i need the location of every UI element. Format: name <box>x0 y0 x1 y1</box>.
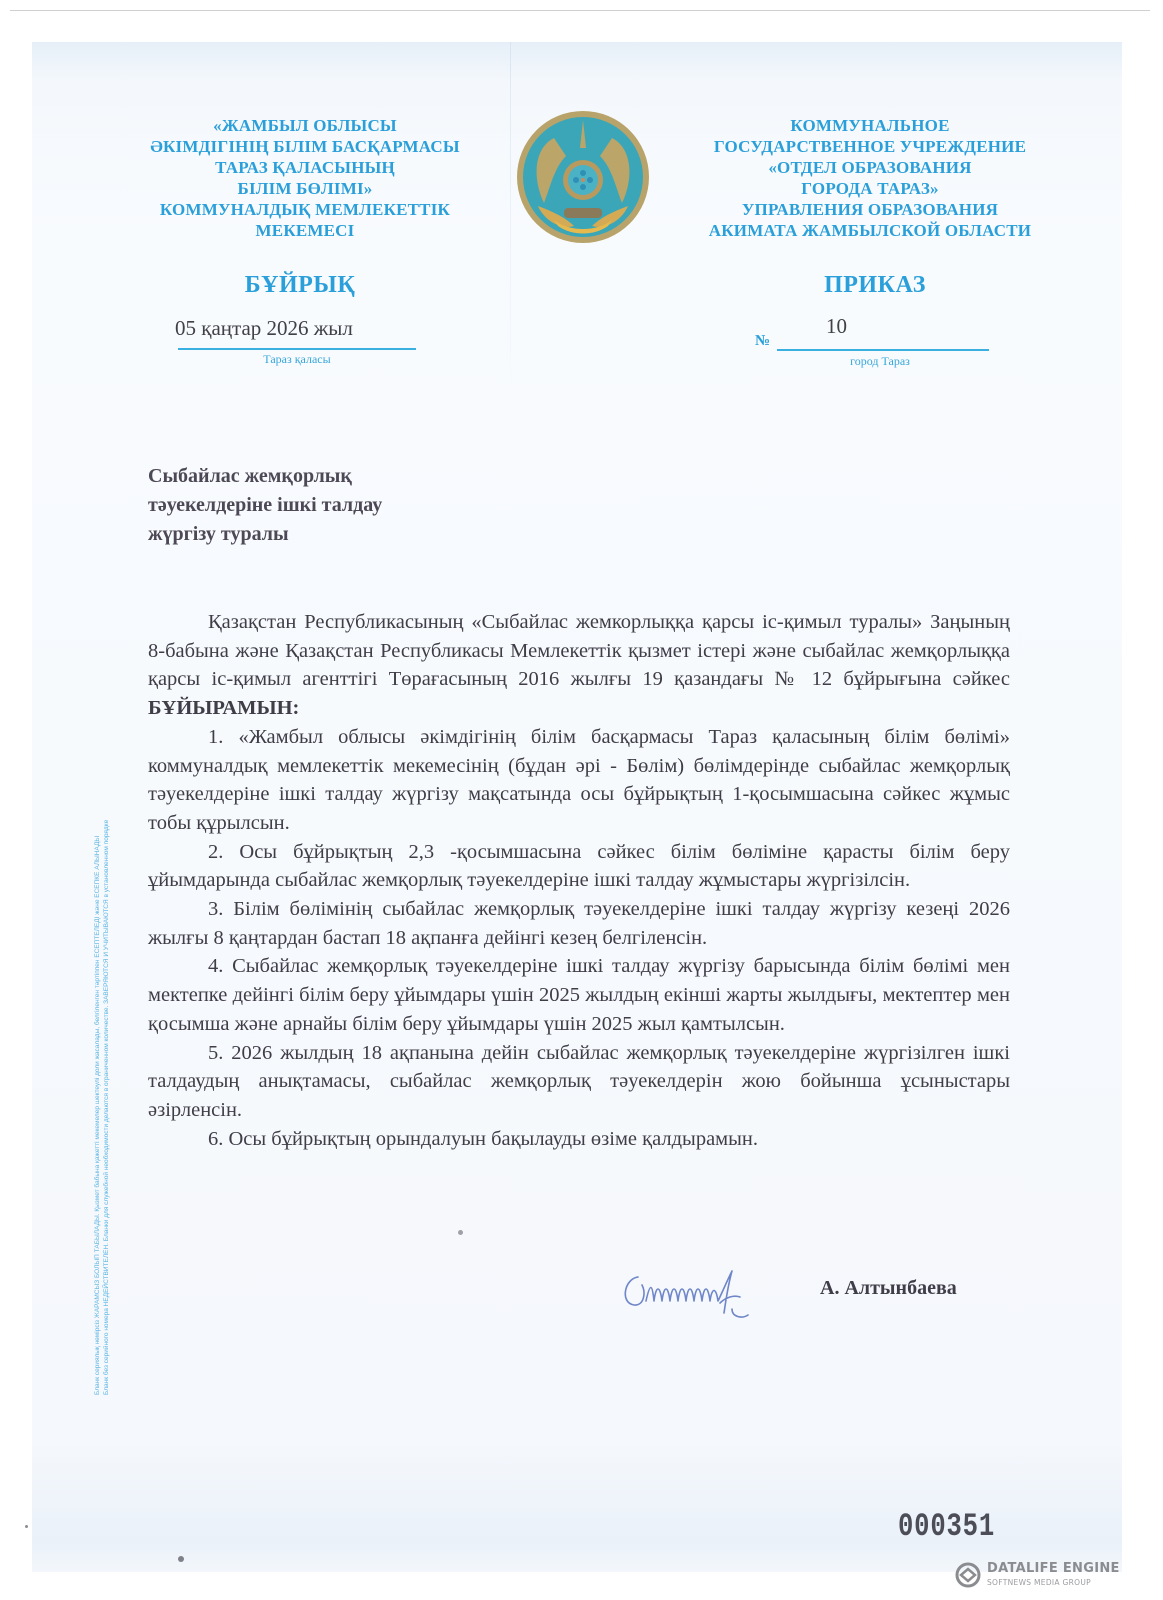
signer-name: А. Алтынбаева <box>820 1277 957 1299</box>
order-item: 4. Сыбайлас жемқорлық тәуекелдеріне ішкі талдау жүргізу барысында білім бөлімі мен мектепке дейінгі білім беру ұйымдары үшін 2025 жылдың екінші жарты жылдығы, мектептер мен қосымша және арнайы білім беру ұйымдары үшін 2025 жыл қамтылсын. <box>148 955 1010 1035</box>
preamble-paragraph <box>148 608 1010 723</box>
organization-name-ru <box>680 115 1060 241</box>
order-title-ru: ПРИКАЗ <box>824 272 926 298</box>
scan-speck <box>178 1556 184 1562</box>
blank-serial-number: 000351 <box>898 1508 995 1545</box>
date-underline <box>178 348 416 350</box>
order-item: 3. Білім бөлімінің сыбайлас жемқорлық тәуекелдеріне ішкі талдау жүргізу кезеңі 2026 жылғы 8 қаңтардан бастап 18 ақпанға дейінгі кезең белгіленсін. <box>148 898 1010 949</box>
subject-line: жүргізу туралы <box>148 523 289 545</box>
order-body <box>148 608 1010 1153</box>
org-ru-line: АКИМАТА ЖАМБЫЛСКОЙ ОБЛАСТИ <box>708 221 1032 240</box>
side-notice-line: Бланк сериялық нөмірсіз ЖАРАМСЫЗ БОЛЫП ТАБЫЛАДЫ. Қызмет бабына қажетті мекемелер шектеулі доли жасалады, белгіленген тәртіппен ЕСЕПТЕЛЕДІ және ЕСЕПКЕ АЛЫНАДЫ <box>94 835 101 1395</box>
kazakhstan-state-emblem-icon <box>514 108 652 246</box>
org-ru-line: ГОРОДА ТАРАЗ» <box>801 179 939 198</box>
datalife-logo-icon <box>955 1562 981 1588</box>
scan-speck <box>25 1525 28 1528</box>
order-item: 5. 2026 жылдың 18 ақпанына дейін сыбайлас жемқорлық тәуекелдеріне жүргізілген ішкі талдаудың анықтамасы, сыбайлас жемқорлық тәуекелдерін жою бойынша ұсыныстары әзірленсін. <box>148 1041 1010 1121</box>
datalife-engine-watermark <box>955 1560 1155 1596</box>
org-kz-line: ӘКІМДІГІНІҢ БІЛІМ БАСҚАРМАСЫ <box>150 137 460 156</box>
order-item: 1. «Жамбыл облысы әкімдігінің білім басқармасы Тараз қаласының білім бөлімі» коммуналдық мемлекеттік мекемесінің (бұдан әрі - Бөлім) бөлімдерінде сыбайлас жемқорлық тәуекелдеріне ішкі талдау жүргізу мақсатында осы бұйрықтың 1-қосымшасына сәйкес жұмыс тобы құрылсын. <box>148 725 1010 834</box>
order-item: 6. Осы бұйрықтың орындалуын бақылауды өзіме қалдырамын. <box>208 1127 759 1150</box>
blank-side-notice <box>93 495 111 1395</box>
signature-block <box>610 1255 1030 1325</box>
side-notice-line: Бланк без серийного номера НЕДЕЙСТВИТЕЛЕН. Бланки для служебной необходимости делаются в ограниченном количестве. ЗАВЕРЯЮТСЯ И УЧИТЫВАЮТСЯ в установленном порядке <box>103 819 110 1395</box>
org-ru-line: «ОТДЕЛ ОБРАЗОВАНИЯ <box>768 158 972 177</box>
number-sign: № <box>755 333 771 349</box>
order-subject <box>148 462 508 549</box>
scan-speck <box>458 1230 463 1235</box>
watermark-title: DATALIFE ENGINE <box>987 1561 1120 1576</box>
order-title-kz: БҰЙРЫҚ <box>244 272 356 298</box>
order-number: 10 <box>826 314 847 338</box>
page-top-border <box>10 10 1150 11</box>
org-kz-line: МЕКЕМЕСІ <box>255 221 355 240</box>
city-label-ru: город Тараз <box>850 354 910 368</box>
command-word: БҰЙЫРАМЫН: <box>148 697 300 720</box>
order-item: 2. Осы бұйрықтың 2,3 -қосымшасына сәйкес білім бөліміне қарасты білім беру ұйымдарында сыбайлас жемқорлық тәуекелдеріне ішкі талдау жұмыстары жүргізілсін. <box>148 840 1010 892</box>
handwritten-signature-icon <box>616 1263 796 1323</box>
subject-line: тәуекелдеріне ішкі талдау <box>148 494 383 516</box>
preamble-text: Қазақстан Республикасының «Сыбайлас жемкорлыққа қарсы іс-қимыл туралы» Заңының 8-бабына және Қазақстан Республикасы Мемлекеттік қызмет істері және сыбайлас жемқорлыққа қарсы іс-қимыл агенттігі Төрағасының 2016 жылғы 19 қазандағы № 12 бұйрығына сәйкес <box>148 611 1010 691</box>
subject-line: Сыбайлас жемқорлық <box>148 465 352 487</box>
number-underline <box>777 349 989 351</box>
watermark-subtitle: SOFTNEWS MEDIA GROUP <box>987 1578 1091 1587</box>
org-ru-line: ГОСУДАРСТВЕННОЕ УЧРЕЖДЕНИЕ <box>713 137 1027 156</box>
city-label-kz: Тараз қаласы <box>263 352 331 366</box>
org-kz-line: КОММУНАЛДЫҚ МЕМЛЕКЕТТІК <box>159 200 451 219</box>
org-ru-line: УПРАВЛЕНИЯ ОБРАЗОВАНИЯ <box>741 200 999 219</box>
organization-name-kz <box>120 115 490 241</box>
org-ru-line: КОММУНАЛЬНОЕ <box>790 116 950 135</box>
org-kz-line: ТАРАЗ ҚАЛАСЫНЫҢ <box>215 158 395 177</box>
org-kz-line: БІЛІМ БӨЛІМІ» <box>237 179 373 198</box>
order-date: 05 қаңтар 2026 жыл <box>175 316 353 340</box>
org-kz-line: «ЖАМБЫЛ ОБЛЫСЫ <box>213 116 397 135</box>
